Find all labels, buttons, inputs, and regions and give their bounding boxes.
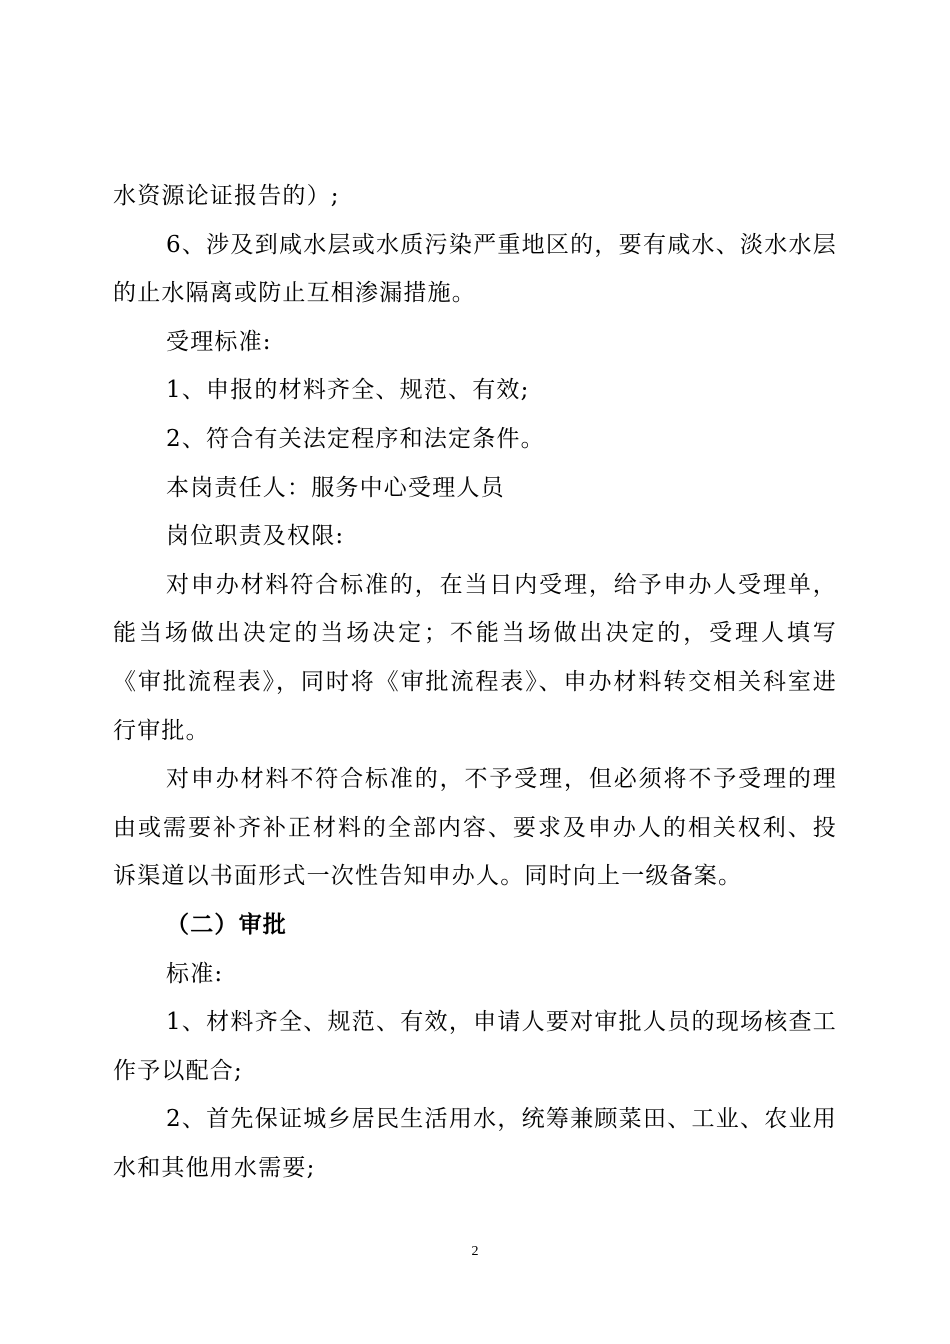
paragraph: 受理标准:	[166, 328, 272, 355]
paragraph: 水资源论证报告的）;	[113, 183, 340, 209]
paragraph: 1、材料齐全、规范、有效，申请人要对审批人员的现场核查工作予以配合;	[113, 1009, 837, 1084]
paragraph: 1、申报的材料齐全、规范、有效;	[166, 377, 530, 404]
page-number: 2	[471, 1244, 479, 1259]
paragraph: 对申办材料不符合标准的，不予受理，但必须将不予受理的理由或需要补齐补正材料的全部内容、要求及申办人的相关权利、投诉渠道以书面形式一次性告知申办人。同时向上一级备案。	[113, 766, 837, 890]
paragraph: 对申办材料符合标准的，在当日内受理，给予申办人受理单，能当场做出决定的当场决定；不能当场做出决定的，受理人填写《审批流程表》，同时将《审批流程表》、申办材料转交相关科室进行审批。	[113, 571, 837, 744]
paragraph: 2、符合有关法定程序和法定条件。	[166, 425, 545, 452]
paragraph: 岗位职责及权限:	[166, 523, 345, 550]
section-heading: （二）审批	[166, 911, 287, 938]
paragraph: 标准:	[166, 960, 224, 987]
paragraph: 2、首先保证城乡居民生活用水，统筹兼顾菜田、工业、农业用水和其他用水需要;	[113, 1106, 837, 1181]
paragraph: 6、涉及到咸水层或水质污染严重地区的，要有咸水、淡水水层的止水隔离或防止互相渗漏措施。	[113, 231, 837, 307]
document-body	[113, 172, 837, 1192]
paragraph: 本岗责任人：服务中心受理人员	[166, 474, 505, 501]
